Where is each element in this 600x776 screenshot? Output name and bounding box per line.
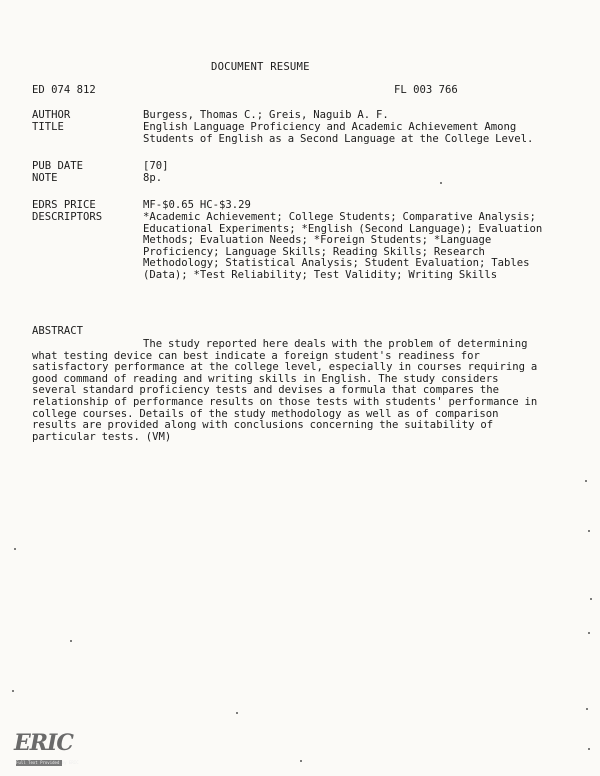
pub-date-value: [70]	[143, 160, 169, 172]
pub-date-label: PUB DATE	[32, 160, 84, 172]
scan-speck	[588, 748, 590, 750]
scan-speck	[588, 530, 590, 532]
scan-speck	[12, 690, 14, 692]
title-label: TITLE	[32, 121, 64, 133]
abstract-text: The study reported here deals with the problem of determining what testing device can best indicate a foreign student's readiness for satisfactory performance at the college level, especially in courses requiring a good command of reading and writing skills in English. The study considers several standard proficiency tests and devises a formula that compares the relationship of performance results on those tests with students' performance in college courses. Details of the study methodology as well as of comparison results are provided along with conclusions concerning the suitability of particular tests. (VM)	[32, 338, 538, 443]
eric-logo-subtext: Full Text Provided by ERIC	[16, 760, 79, 765]
scan-speck	[236, 712, 238, 714]
author-value: Burgess, Thomas C.; Greis, Naguib A. F.	[143, 109, 389, 121]
scan-speck	[300, 760, 302, 762]
note-value: 8p.	[143, 172, 163, 184]
document-title: DOCUMENT RESUME	[211, 61, 310, 73]
eric-logo-text: ERIC	[14, 730, 73, 756]
scan-speck	[588, 632, 590, 634]
edrs-price-label: EDRS PRICE	[32, 199, 96, 211]
scan-speck	[14, 548, 16, 550]
scan-speck	[586, 708, 588, 710]
ed-number: ED 074 812	[32, 84, 96, 96]
title-value: English Language Proficiency and Academic Achievement Among Students of English as a Second Language at the College Level.	[143, 121, 534, 145]
descriptors-label: DESCRIPTORS	[32, 211, 103, 223]
fl-number: FL 003 766	[394, 84, 458, 96]
scan-speck	[590, 598, 592, 600]
descriptors-value: *Academic Achievement; College Students; Comparative Analysis; Educational Experiments; *English (Second Language); Evaluation Methods; Evaluation Needs; *Foreign Students; *Language Proficiency; Language Skills; Reading Skills; Research Methodology; Statistical Analysis; Student Evaluation; Tables (Data); *Test Reliability; Test Validity; Writing Skills	[143, 211, 543, 281]
abstract-label: ABSTRACT	[32, 325, 84, 337]
scan-speck	[440, 182, 442, 184]
author-label: AUTHOR	[32, 109, 71, 121]
eric-logo	[14, 730, 79, 768]
scan-speck	[585, 480, 587, 482]
note-label: NOTE	[32, 172, 58, 184]
edrs-price-value: MF-$0.65 HC-$3.29	[143, 199, 251, 211]
scan-speck	[70, 640, 72, 642]
